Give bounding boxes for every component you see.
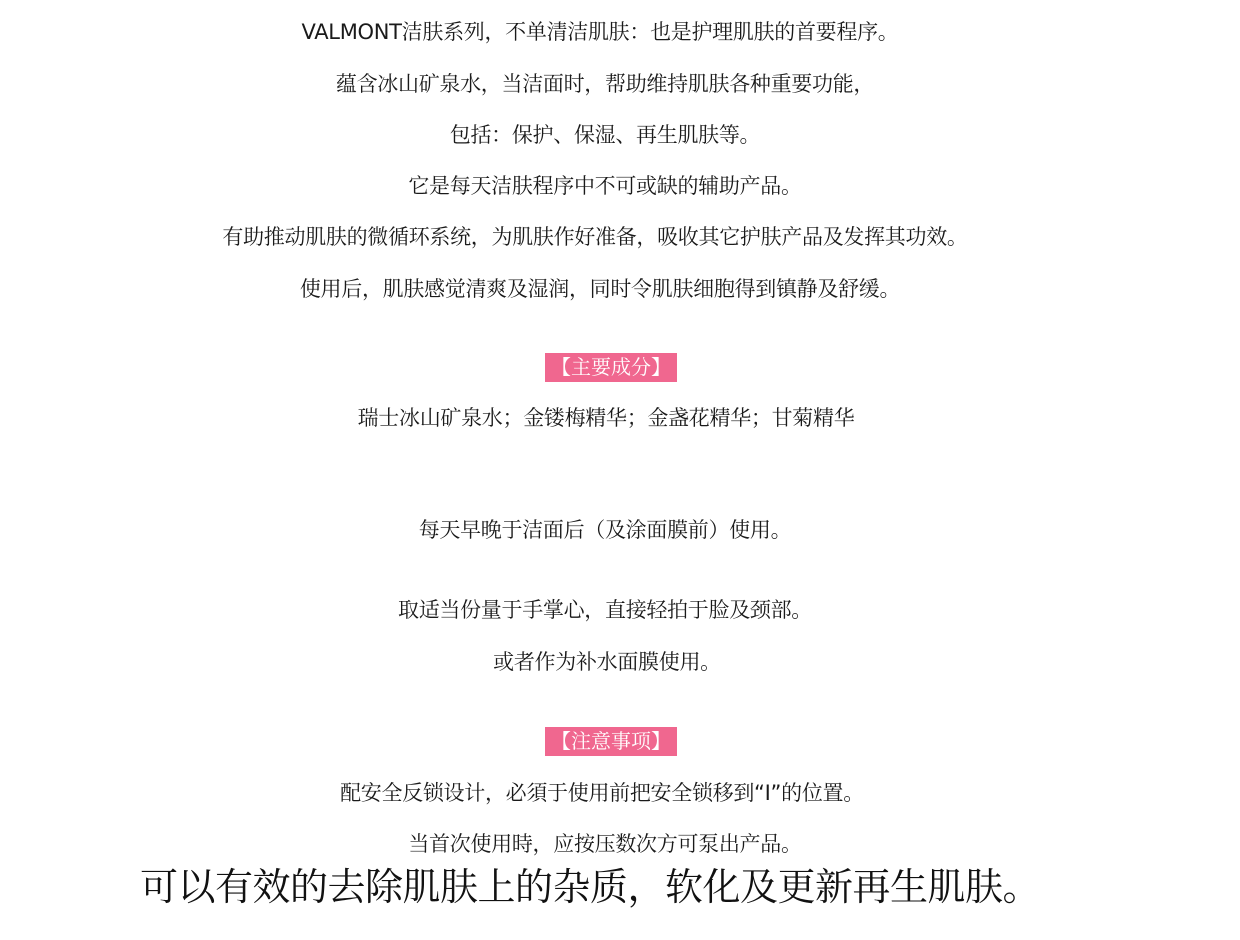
intro-line-3: 包括：保护、保湿、再生肌肤等。 [449, 123, 761, 147]
ingredients-text: 瑞士冰山矿泉水；金镂梅精华；金盏花精华；甘菊精华 [357, 406, 855, 430]
intro-line-1: VALMONT洁肤系列，不单清洁肌肤：也是护理肌肤的首要程序。 [301, 20, 899, 44]
notes-heading-badge: 【注意事项】 [545, 727, 677, 756]
intro-line-6: 使用后，肌肤感觉清爽及湿润，同时令肌肤细胞得到镇静及舒缓。 [299, 277, 901, 301]
notes-line-1: 配安全反锁设计，必須于使用前把安全锁移到“I”的位置。 [340, 781, 864, 805]
intro-line-4: 它是每天洁肤程序中不可或缺的辅助产品。 [408, 174, 802, 198]
intro-line-2: 蕴含冰山矿泉水，当洁面时，帮助维持肌肤各种重要功能， [335, 72, 875, 96]
ingredients-heading-badge: 【主要成分】 [545, 353, 677, 382]
usage-line-1: 每天早晚于洁面后（及涂面膜前）使用。 [418, 518, 792, 542]
tagline: 可以有效的去除肌肤上的杂质，软化及更新再生肌肤。 [139, 865, 1040, 909]
intro-line-5: 有助推动肌肤的微循环系统，为肌肤作好准备，吸收其它护肤产品及发挥其功效。 [222, 225, 968, 249]
usage-line-2: 取适当份量于手掌心，直接轻拍于脸及颈部。 [398, 598, 812, 622]
usage-line-3: 或者作为补水面膜使用。 [493, 650, 721, 674]
notes-line-2: 当首次使用時，应按压数次方可泵出产品。 [408, 832, 802, 856]
